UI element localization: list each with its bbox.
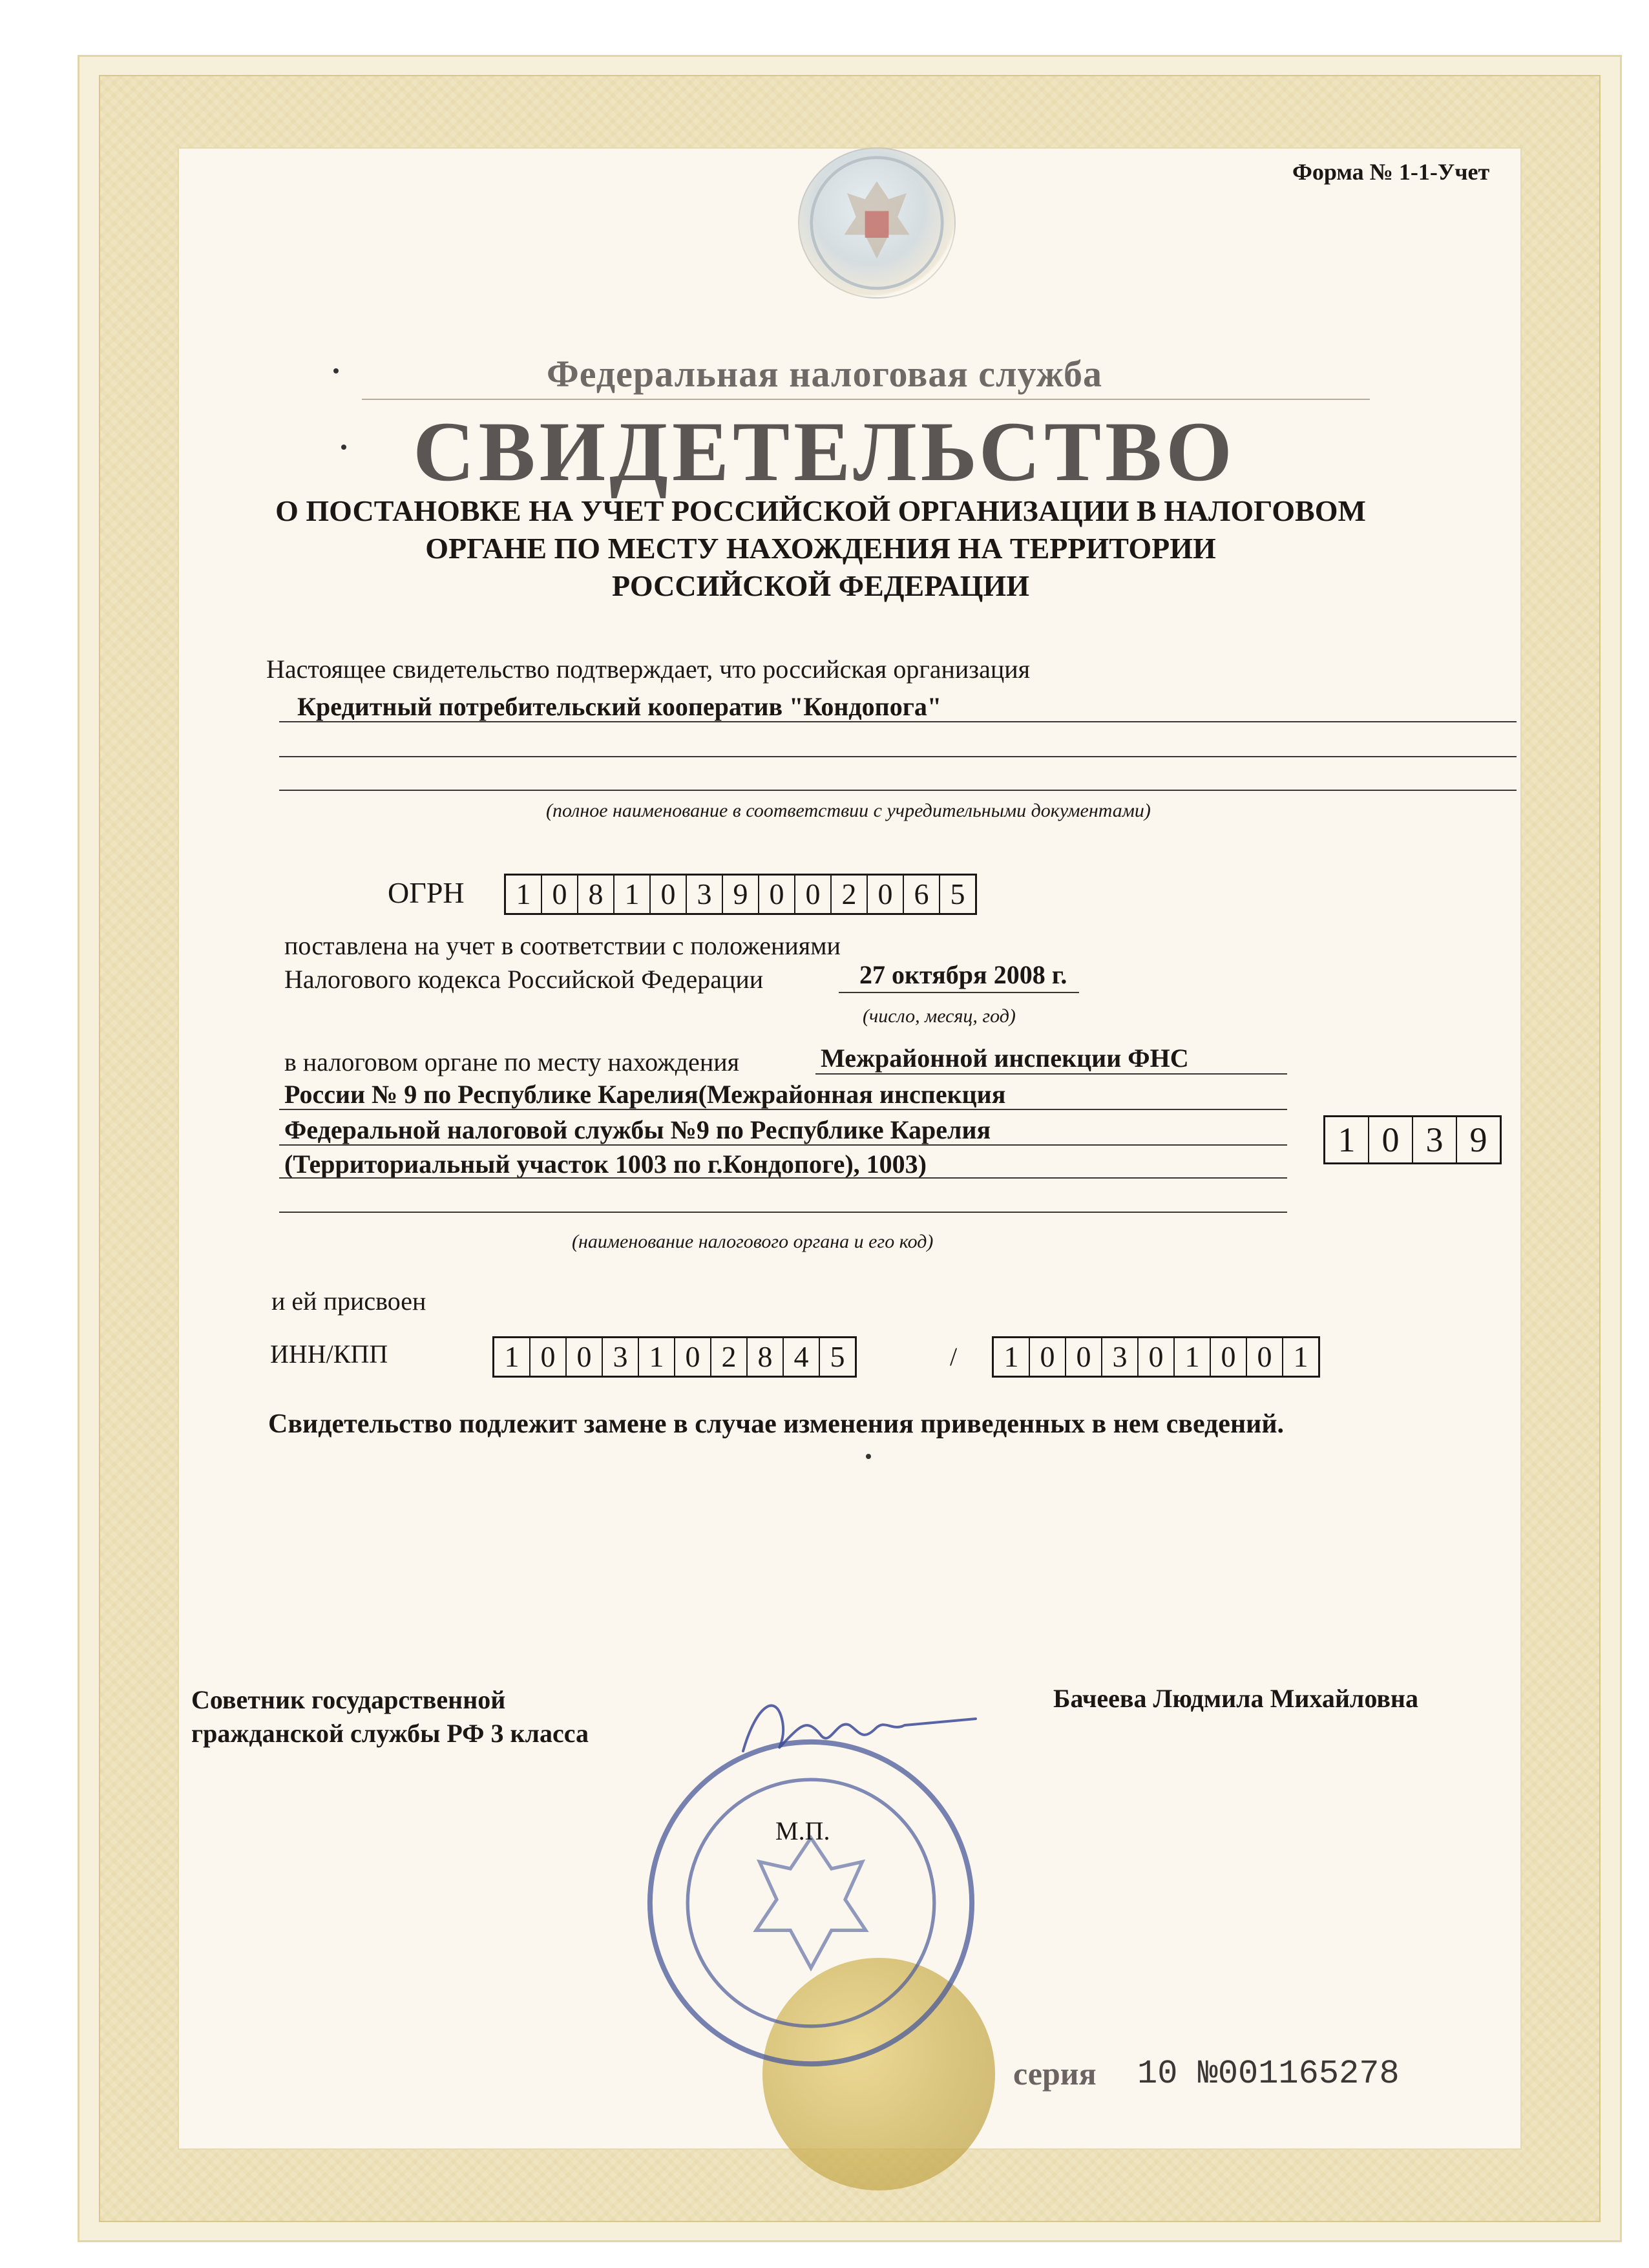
org-name-line — [279, 756, 1517, 757]
inn-digit: 2 — [711, 1338, 748, 1376]
series-label: серия — [1013, 2055, 1097, 2092]
subtitle-line: ОРГАНЕ ПО МЕСТУ НАХОЖДЕНИЯ НА ТЕРРИТОРИИ — [425, 532, 1216, 565]
ogrn-digit: 0 — [759, 876, 795, 913]
ogrn-digit: 0 — [542, 876, 578, 913]
ogrn-digit: 5 — [950, 877, 965, 910]
inn-digit: 1 — [494, 1338, 530, 1376]
authority-caption: (наименование налогового органа и его код) — [572, 1231, 934, 1252]
inn-cells — [492, 1336, 857, 1378]
ogrn-digit: 1 — [614, 876, 651, 913]
handwritten-signature — [730, 1680, 989, 1770]
authority-underline — [279, 1144, 1287, 1146]
stamp-place-label: М.П. — [775, 1816, 830, 1845]
ogrn-cells — [504, 874, 977, 915]
signer-position-line: гражданской службы РФ 3 класса — [191, 1719, 589, 1748]
authority-underline — [279, 1177, 1287, 1179]
inn-digit: 0 — [675, 1338, 711, 1376]
agency-underline — [362, 399, 1370, 400]
ogrn-digit: 6 — [904, 876, 940, 913]
ogrn-digit: 2 — [832, 876, 868, 913]
date-underline — [839, 992, 1079, 993]
authority-intro: в налоговом органе по месту нахождения — [284, 1047, 740, 1076]
authority-underline — [279, 1212, 1287, 1213]
kpp-digit: 3 — [1102, 1338, 1139, 1376]
ogrn-digit: 0 — [795, 876, 832, 913]
inn-kpp-separator: / — [950, 1342, 958, 1371]
kpp-cells — [992, 1336, 1320, 1378]
org-name-line — [279, 790, 1517, 791]
replacement-notice: Свидетельство подлежит замене в случае изменения приведенных в нем сведений. — [268, 1409, 1285, 1439]
document-title: СВИДЕТЕЛЬСТВО — [413, 404, 1236, 499]
agency-name: Федеральная налоговая служба — [546, 353, 1103, 395]
authority-code-cells — [1323, 1115, 1502, 1164]
series-number: 10 №001165278 — [1137, 2055, 1400, 2093]
inn-digit: 5 — [830, 1340, 845, 1373]
authority-line: России № 9 по Республике Карелия(Межрайонная инспекция — [284, 1080, 1006, 1109]
ogrn-digit: 3 — [687, 876, 723, 913]
speck — [341, 445, 346, 450]
signer-position — [191, 1683, 589, 1750]
date-caption: (число, месяц, год) — [863, 1005, 1016, 1027]
organization-name: Кредитный потребительский кооператив "Кондопога" — [297, 692, 942, 721]
tax-code-text: Налогового кодекса Российской Федерации — [284, 965, 764, 994]
kpp-digit: 1 — [1293, 1340, 1308, 1373]
authority-underline — [279, 1109, 1287, 1110]
inn-kpp-label: ИНН/КПП — [270, 1339, 388, 1369]
ogrn-digit: 9 — [723, 876, 759, 913]
ogrn-digit: 1 — [506, 876, 542, 913]
ogrn-digit: 0 — [651, 876, 687, 913]
inn-digit: 3 — [603, 1338, 639, 1376]
authority-code-digit: 0 — [1369, 1117, 1413, 1162]
ogrn-label: ОГРН — [388, 876, 465, 909]
document-subtitle — [194, 492, 1447, 605]
authority-code-digit: 9 — [1469, 1120, 1487, 1159]
speck — [866, 1454, 871, 1459]
form-number: Форма № 1-1-Учет — [1292, 159, 1490, 185]
subtitle-line: РОССИЙСКОЙ ФЕДЕРАЦИИ — [612, 569, 1029, 602]
authority-line: Федеральной налоговой службы №9 по Республике Карелия — [284, 1115, 991, 1144]
assigned-text: и ей присвоен — [271, 1286, 426, 1316]
authority-underline — [815, 1073, 1287, 1075]
kpp-digit: 0 — [1211, 1338, 1247, 1376]
authority-line: Межрайонной инспекции ФНС — [821, 1044, 1189, 1073]
kpp-digit: 1 — [994, 1338, 1030, 1376]
intro-text: Настоящее свидетельство подтверждает, что российская организация — [266, 655, 1031, 684]
inn-digit: 4 — [784, 1338, 820, 1376]
signer-position-line: Советник государственной — [191, 1685, 506, 1714]
authority-line: (Территориальный участок 1003 по г.Кондопоге), 1003) — [284, 1150, 927, 1179]
inn-digit: 0 — [567, 1338, 603, 1376]
hologram-emblem-icon — [798, 147, 956, 299]
inn-digit: 0 — [530, 1338, 567, 1376]
inn-digit: 8 — [748, 1338, 784, 1376]
inn-digit: 1 — [639, 1338, 675, 1376]
kpp-digit: 1 — [1175, 1338, 1211, 1376]
registration-date: 27 октября 2008 г. — [859, 960, 1067, 989]
org-name-line — [279, 721, 1517, 722]
registered-text: поставлена на учет в соответствии с положениями — [284, 931, 841, 960]
kpp-digit: 0 — [1247, 1338, 1283, 1376]
authority-code-digit: 1 — [1325, 1117, 1369, 1162]
signer-name: Бачеева Людмила Михайловна — [1053, 1684, 1418, 1713]
kpp-digit: 0 — [1066, 1338, 1102, 1376]
kpp-digit: 0 — [1139, 1338, 1175, 1376]
official-stamp-icon — [640, 1732, 982, 2074]
org-name-caption: (полное наименование в соответствии с учредительными документами) — [546, 800, 1151, 821]
subtitle-line: О ПОСТАНОВКЕ НА УЧЕТ РОССИЙСКОЙ ОРГАНИЗАЦИИ В НАЛОГОВОМ — [275, 494, 1366, 527]
kpp-digit: 0 — [1030, 1338, 1066, 1376]
authority-code-digit: 3 — [1413, 1117, 1457, 1162]
speck — [333, 368, 339, 373]
ogrn-digit: 8 — [578, 876, 614, 913]
ogrn-digit: 0 — [868, 876, 904, 913]
